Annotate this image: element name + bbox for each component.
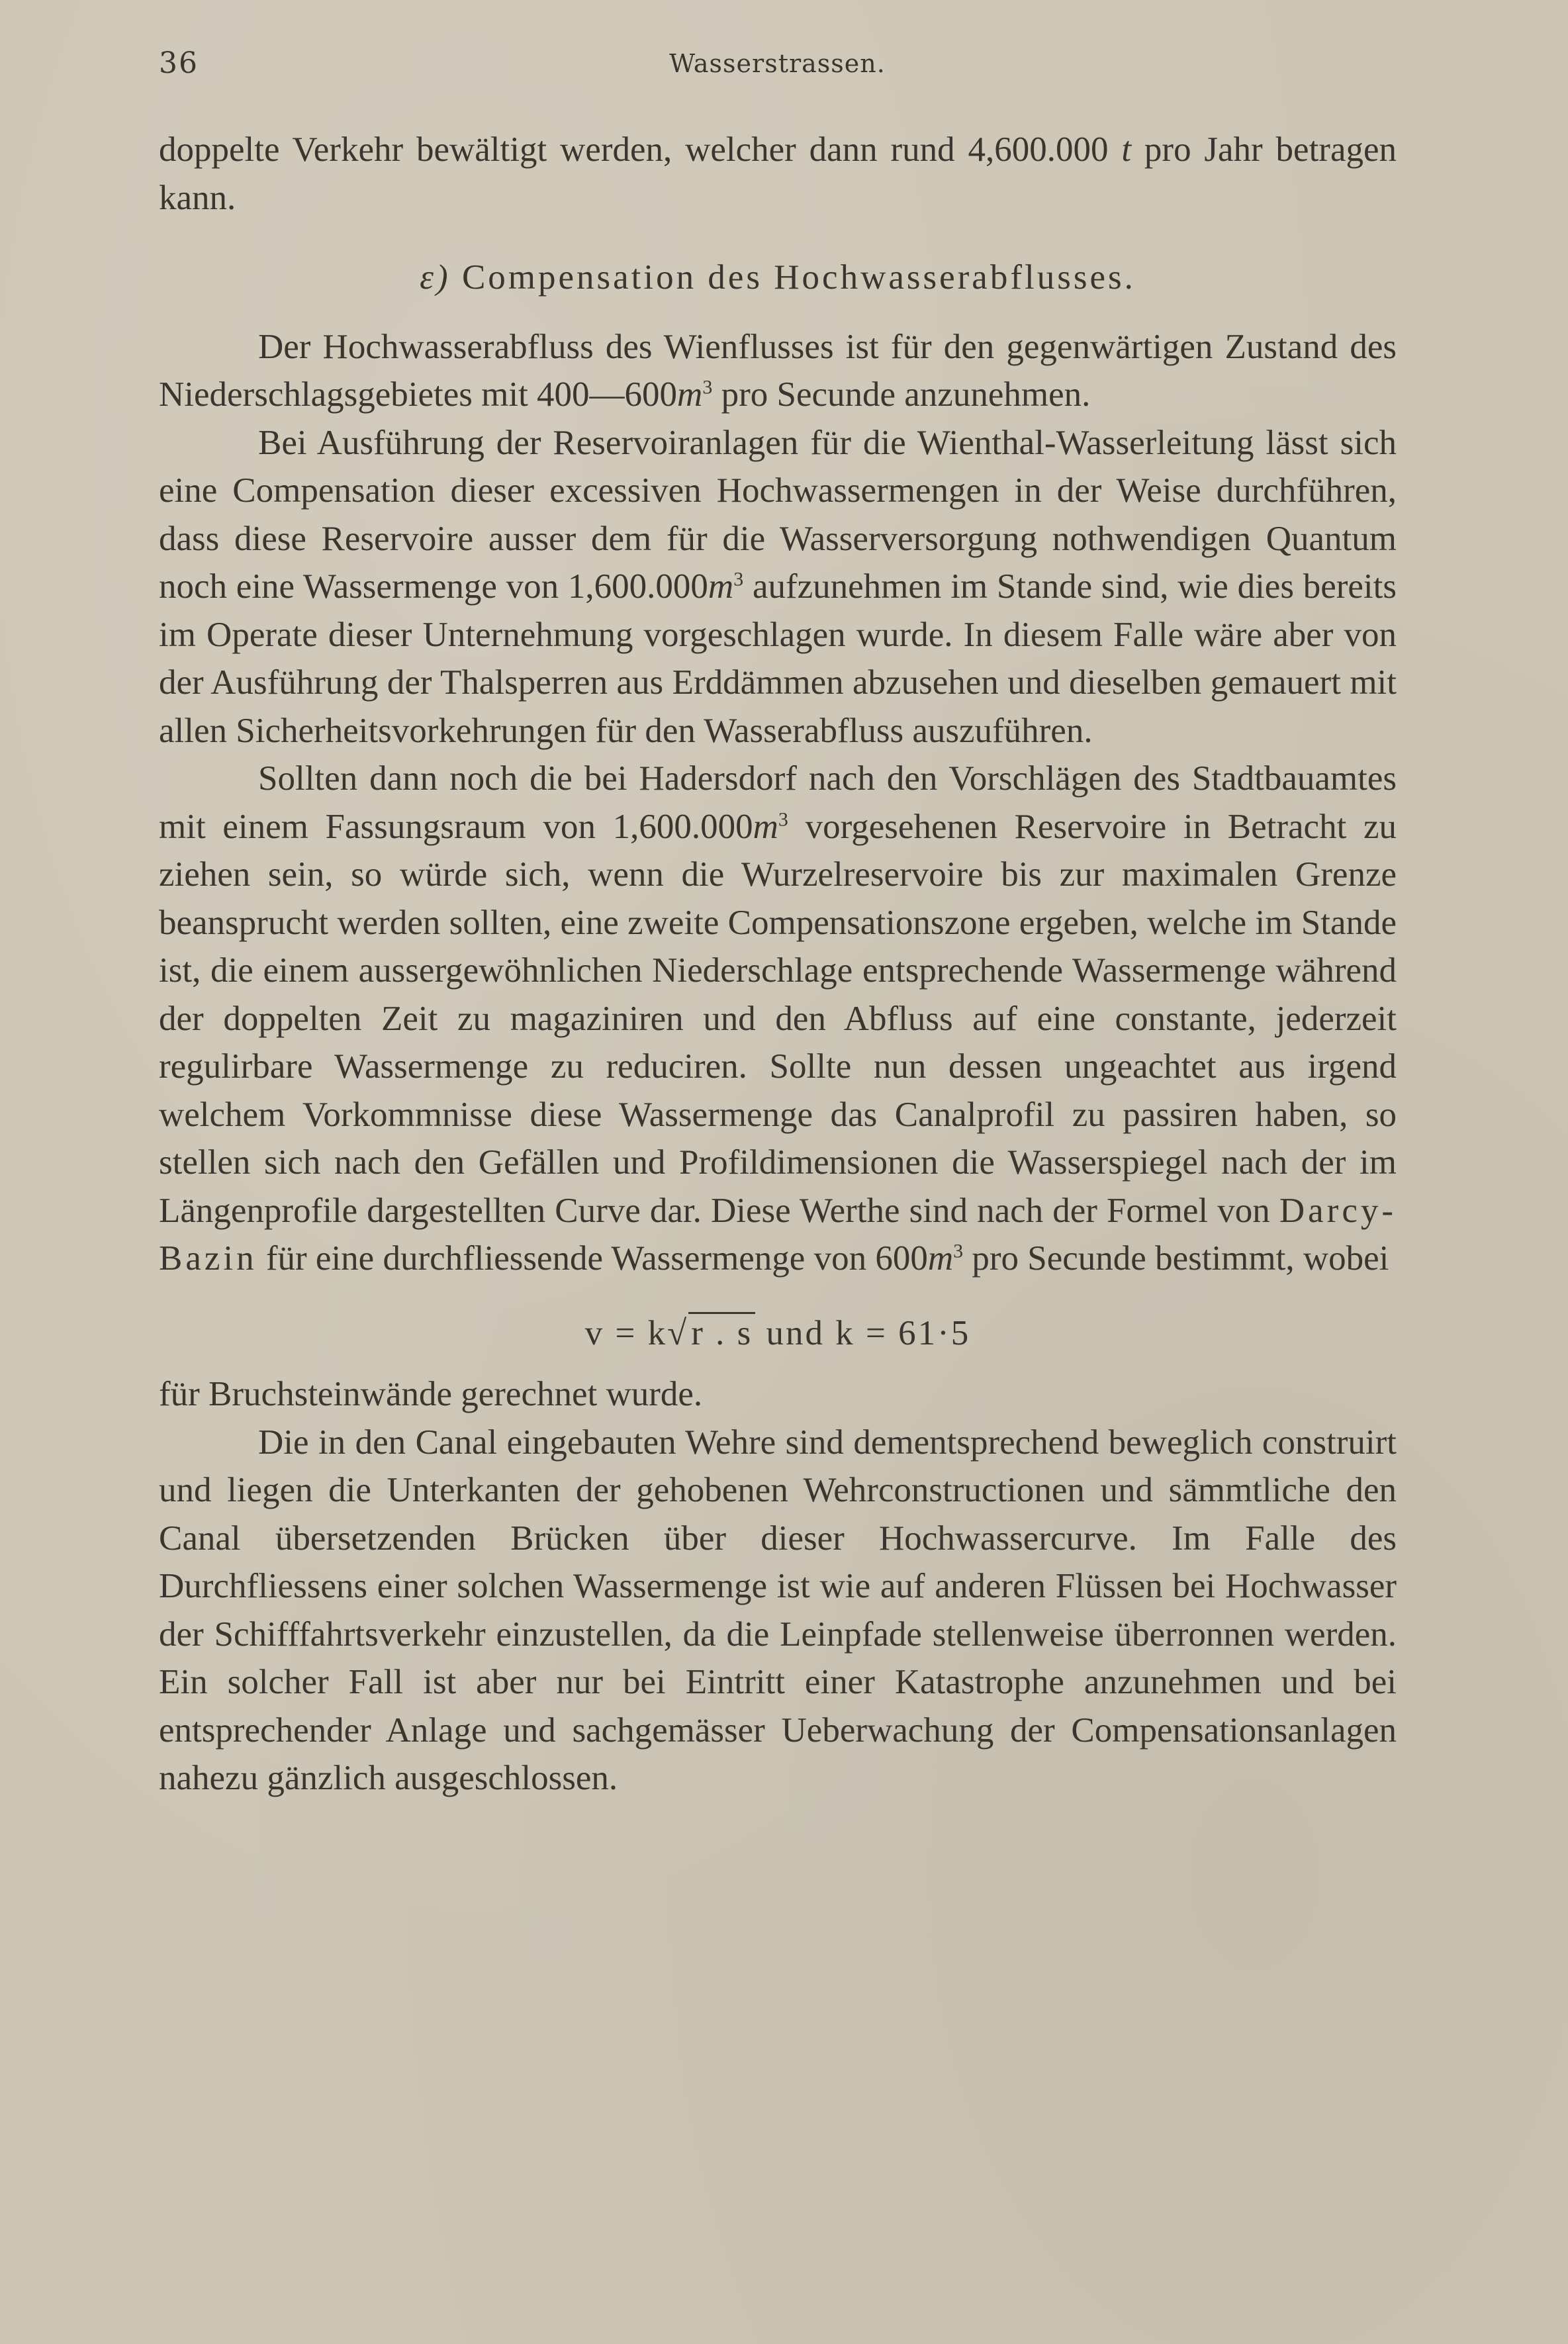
paragraph bbox=[159, 419, 1397, 755]
text-run: Sollten dann noch die bei Hadersdorf nach den Vorschlägen des Stadtbauamtes mit einem Fassungsraum von 1,600.000 bbox=[159, 759, 1397, 846]
section-heading bbox=[159, 254, 1397, 302]
section-marker: ε) bbox=[420, 258, 451, 297]
formula-lhs: v = k bbox=[584, 1313, 668, 1352]
page-number: 36 bbox=[159, 46, 199, 80]
body-text bbox=[159, 126, 1397, 1803]
text-run: Der Hochwasserabfluss des Wienflusses ist für den gegenwärtigen Zustand des Niederschlagsgebietes mit 400—600 bbox=[159, 327, 1397, 414]
formula bbox=[159, 1309, 1397, 1358]
unit-exponent: 3 bbox=[733, 568, 744, 590]
section-title: Compensation des Hochwasserabflusses. bbox=[461, 258, 1136, 297]
text-run: aufzunehmen im Stande sind, wie dies bereits im Operate dieser Unternehmung vorgeschlagen wurde. In diesem Falle wäre aber von der Ausführung der Thalsperren aus Erddämmen abzusehen und dieselben gemauert mit allen Sicherheitsvorkehrungen für den Wasserabfluss auszuführen. bbox=[159, 567, 1397, 750]
text-run: Bei Ausführung der Reservoiranlagen für die Wienthal-Wasserleitung lässt sich eine Compensation dieser excessiven Hochwassermengen in der Weise durchführen, dass diese Reservoire ausser dem für die Wasserversorgung nothwendigen Quantum noch eine Wassermenge von 1,600.000 bbox=[159, 423, 1397, 606]
formula-connector: und bbox=[755, 1313, 836, 1352]
text-run: pro Secunde bestimmt, wobei bbox=[963, 1239, 1389, 1278]
paragraph: Die in den Canal eingebauten Wehre sind dementsprechend beweglich construirt und liegen die Unterkanten der gehobenen Wehrconstructionen und sämmtliche den Canal übersetzenden Brücken über dieser Hochwassercurve. Im Falle des Durchfliessens einer solchen Wassermenge ist wie auf anderen Flüssen bei Hochwasser der Schifffahrtsverkehr einzustellen, da die Leinpfade stellenweise überronnen werden. Ein solcher Fall ist aber nur bei Eintritt einer Katastrophe anzunehmen und bei entsprechender Anlage und sachgemässer Ueberwachung der Compensationsanlagen nahezu gänzlich ausgeschlossen. bbox=[159, 1423, 1397, 1797]
unit-exponent: 3 bbox=[953, 1240, 964, 1262]
unit-exponent: 3 bbox=[702, 376, 713, 398]
sqrt-radicand: r . s bbox=[688, 1312, 755, 1352]
text-run: pro Secunde anzunehmen. bbox=[712, 375, 1091, 414]
text-run: für eine durchfliessende Wassermenge von 600 bbox=[257, 1239, 928, 1278]
text-run: doppelte Verkehr bewältigt werden, welcher dann rund 4,600.000 bbox=[159, 130, 1122, 169]
text-run: pro Jahr betragen kann. bbox=[159, 130, 1397, 217]
formula-rhs: k = 61·5 bbox=[835, 1313, 971, 1352]
paragraph-continued bbox=[159, 126, 1397, 222]
unit-meter: m bbox=[753, 807, 778, 846]
sqrt-symbol: √ bbox=[667, 1313, 689, 1352]
unit-meter: m bbox=[677, 375, 703, 414]
text-run: vorgesehenen Reservoire in Betracht zu ziehen sein, so würde sich, wenn die Wurzelreservoire bis zur maximalen Grenze beansprucht werden sollten, eine zweite Compensationszone ergeben, welche im Stande ist, die einem aussergewöhnlichen Niederschlage entsprechende Wassermenge während der doppelten Zeit zu magaziniren und den Abfluss auf eine constante, jederzeit regulirbare Wassermenge zu reduciren. Sollte nun dessen ungeachtet aus irgend welchem Vorkommnisse diese Wassermenge das Canalprofil zu passiren haben, so stellen sich nach den Gefällen und Profildimensionen die Wasserspiegel nach der im Längenprofile dargestellten Curve dar. Diese Werthe sind nach der Formel von bbox=[159, 807, 1397, 1230]
unit-exponent: 3 bbox=[778, 808, 788, 830]
unit-tonnes: t bbox=[1121, 130, 1132, 169]
author-name: Darcy-Bazin bbox=[159, 1191, 1397, 1278]
paragraph bbox=[159, 755, 1397, 1283]
paragraph-continued: für Bruchsteinwände gerechnet wurde. bbox=[159, 1375, 703, 1413]
running-head: Wasserstrassen. bbox=[669, 49, 886, 78]
paragraph bbox=[159, 323, 1397, 419]
unit-meter: m bbox=[708, 567, 734, 606]
page-header bbox=[159, 46, 1396, 86]
unit-meter: m bbox=[927, 1239, 954, 1278]
